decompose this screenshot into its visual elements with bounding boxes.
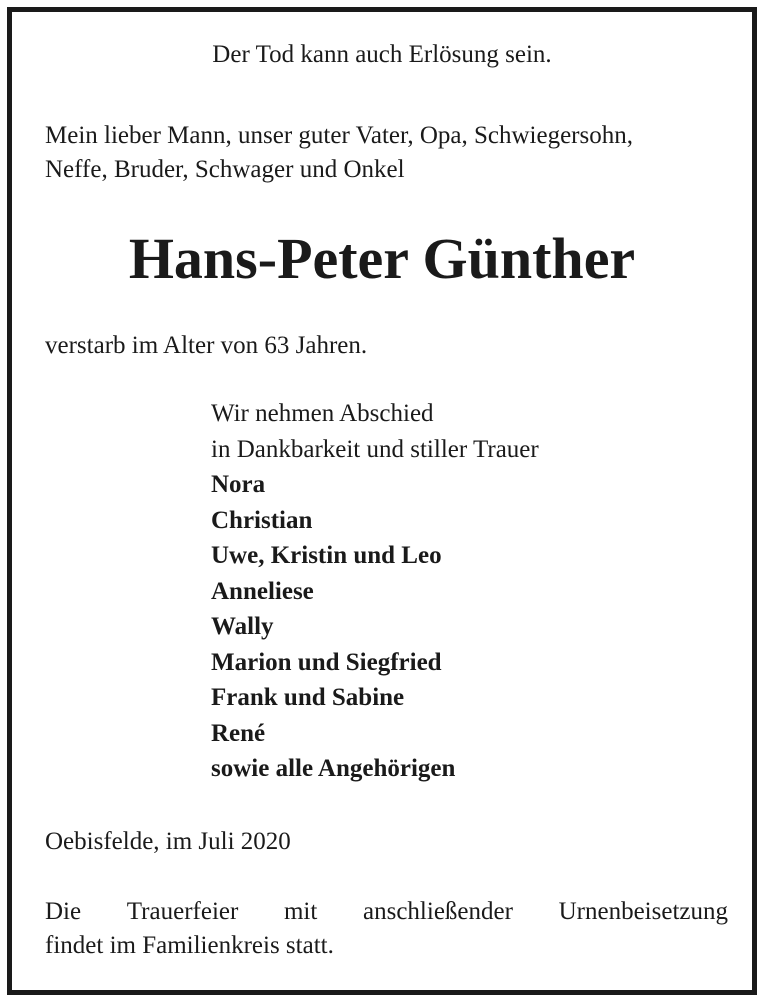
funeral-word: Urnenbeisetzung [558, 898, 728, 925]
motto-text: Der Tod kann auch Erlösung sein. [212, 41, 552, 68]
farewell-line-2: in Dankbarkeit und stiller Trauer [211, 435, 539, 463]
funeral-line-1 [45, 895, 728, 929]
mourner-name: Uwe, Kristin und Leo [211, 542, 442, 569]
mourner-name: Wally [211, 613, 274, 640]
mourner-name: René [211, 719, 266, 747]
obituary-frame [7, 7, 757, 995]
mourner-name: sowie alle Angehörigen [211, 755, 456, 782]
mourner-name: Marion und Siegfried [211, 648, 442, 676]
mourner-name: Christian [211, 506, 313, 534]
age-statement: verstarb im Alter von 63 Jahren. [45, 332, 368, 359]
funeral-word: mit [283, 898, 318, 925]
farewell-line-1: Wir nehmen Abschied [211, 400, 434, 427]
funeral-notice [45, 895, 728, 963]
intro-line-1: Mein lieber Mann, unser guter Vater, Opa, Schwiegersohn, [45, 122, 633, 149]
mourner-name: Anneliese [211, 577, 314, 605]
mourner-name: Nora [211, 471, 266, 498]
funeral-word: anschließender [363, 898, 513, 925]
place-date: Oebisfelde, im Juli 2020 [45, 828, 291, 855]
deceased-name: Hans-Peter Günther [128, 226, 636, 291]
intro-line-2: Neffe, Bruder, Schwager und Onkel [45, 156, 405, 183]
funeral-line-2: findet im Familienkreis statt. [45, 932, 334, 959]
funeral-word: Die [45, 898, 82, 925]
mourner-name: Frank und Sabine [211, 684, 405, 711]
mourners-block [211, 396, 539, 787]
funeral-word: Trauerfeier [126, 898, 239, 925]
